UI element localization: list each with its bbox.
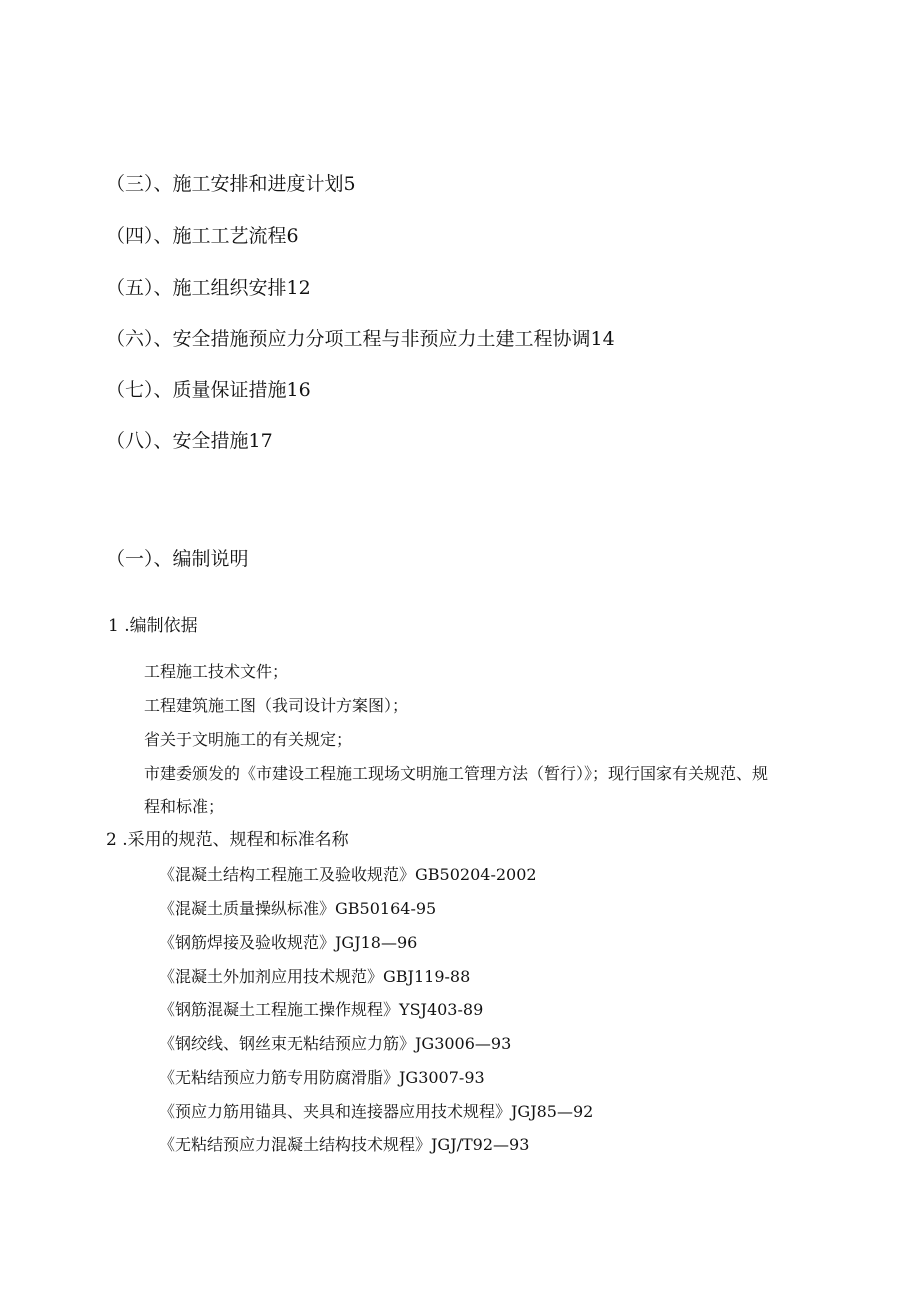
toc-entry: （四）、施工工艺流程6 — [106, 225, 299, 247]
basis-heading: 1 .编制依据 — [108, 616, 198, 636]
toc-entry: （三）、施工安排和进度计划5 — [106, 173, 356, 195]
standard-item: 《预应力筋用锚具、夹具和连接器应用技术规程》JGJ85—92 — [159, 1102, 594, 1121]
basis-item: 工程建筑施工图（我司设计方案图）； — [144, 696, 409, 715]
standard-item: 《钢筋混凝土工程施工操作规程》YSJ403-89 — [159, 1000, 484, 1019]
section-title: （一）、编制说明 — [106, 548, 249, 570]
basis-item: 工程施工技术文件； — [144, 662, 289, 681]
basis-item: 程和标准； — [144, 797, 225, 816]
standard-item: 《混凝土结构工程施工及验收规范》GB50204-2002 — [159, 865, 537, 884]
toc-entry: （八）、安全措施17 — [106, 430, 273, 452]
standard-item: 《钢绞线、钢丝束无粘结预应力筋》JG3006—93 — [159, 1034, 512, 1053]
standard-item: 《钢筋焊接及验收规范》JGJ18—96 — [159, 933, 418, 952]
standard-item: 《混凝土外加剂应用技术规范》GBJ119-88 — [159, 967, 471, 986]
standards-heading: 2 .采用的规范、规程和标准名称 — [106, 830, 349, 850]
standard-item: 《无粘结预应力混凝土结构技术规程》JGJ/T92—93 — [159, 1135, 530, 1154]
toc-entry: （五）、施工组织安排12 — [106, 277, 311, 299]
basis-item: 省关于文明施工的有关规定； — [144, 730, 353, 749]
basis-item: 市建委颁发的《市建设工程施工现场文明施工管理方法（暂行）》；现行国家有关规范、规 — [144, 764, 769, 783]
toc-entry: （七）、质量保证措施16 — [106, 379, 311, 401]
standard-item: 《无粘结预应力筋专用防腐滑脂》JG3007-93 — [159, 1068, 485, 1087]
toc-entry: （六）、安全措施预应力分项工程与非预应力土建工程协调14 — [106, 328, 615, 350]
standard-item: 《混凝土质量操纵标准》GB50164-95 — [159, 899, 437, 918]
